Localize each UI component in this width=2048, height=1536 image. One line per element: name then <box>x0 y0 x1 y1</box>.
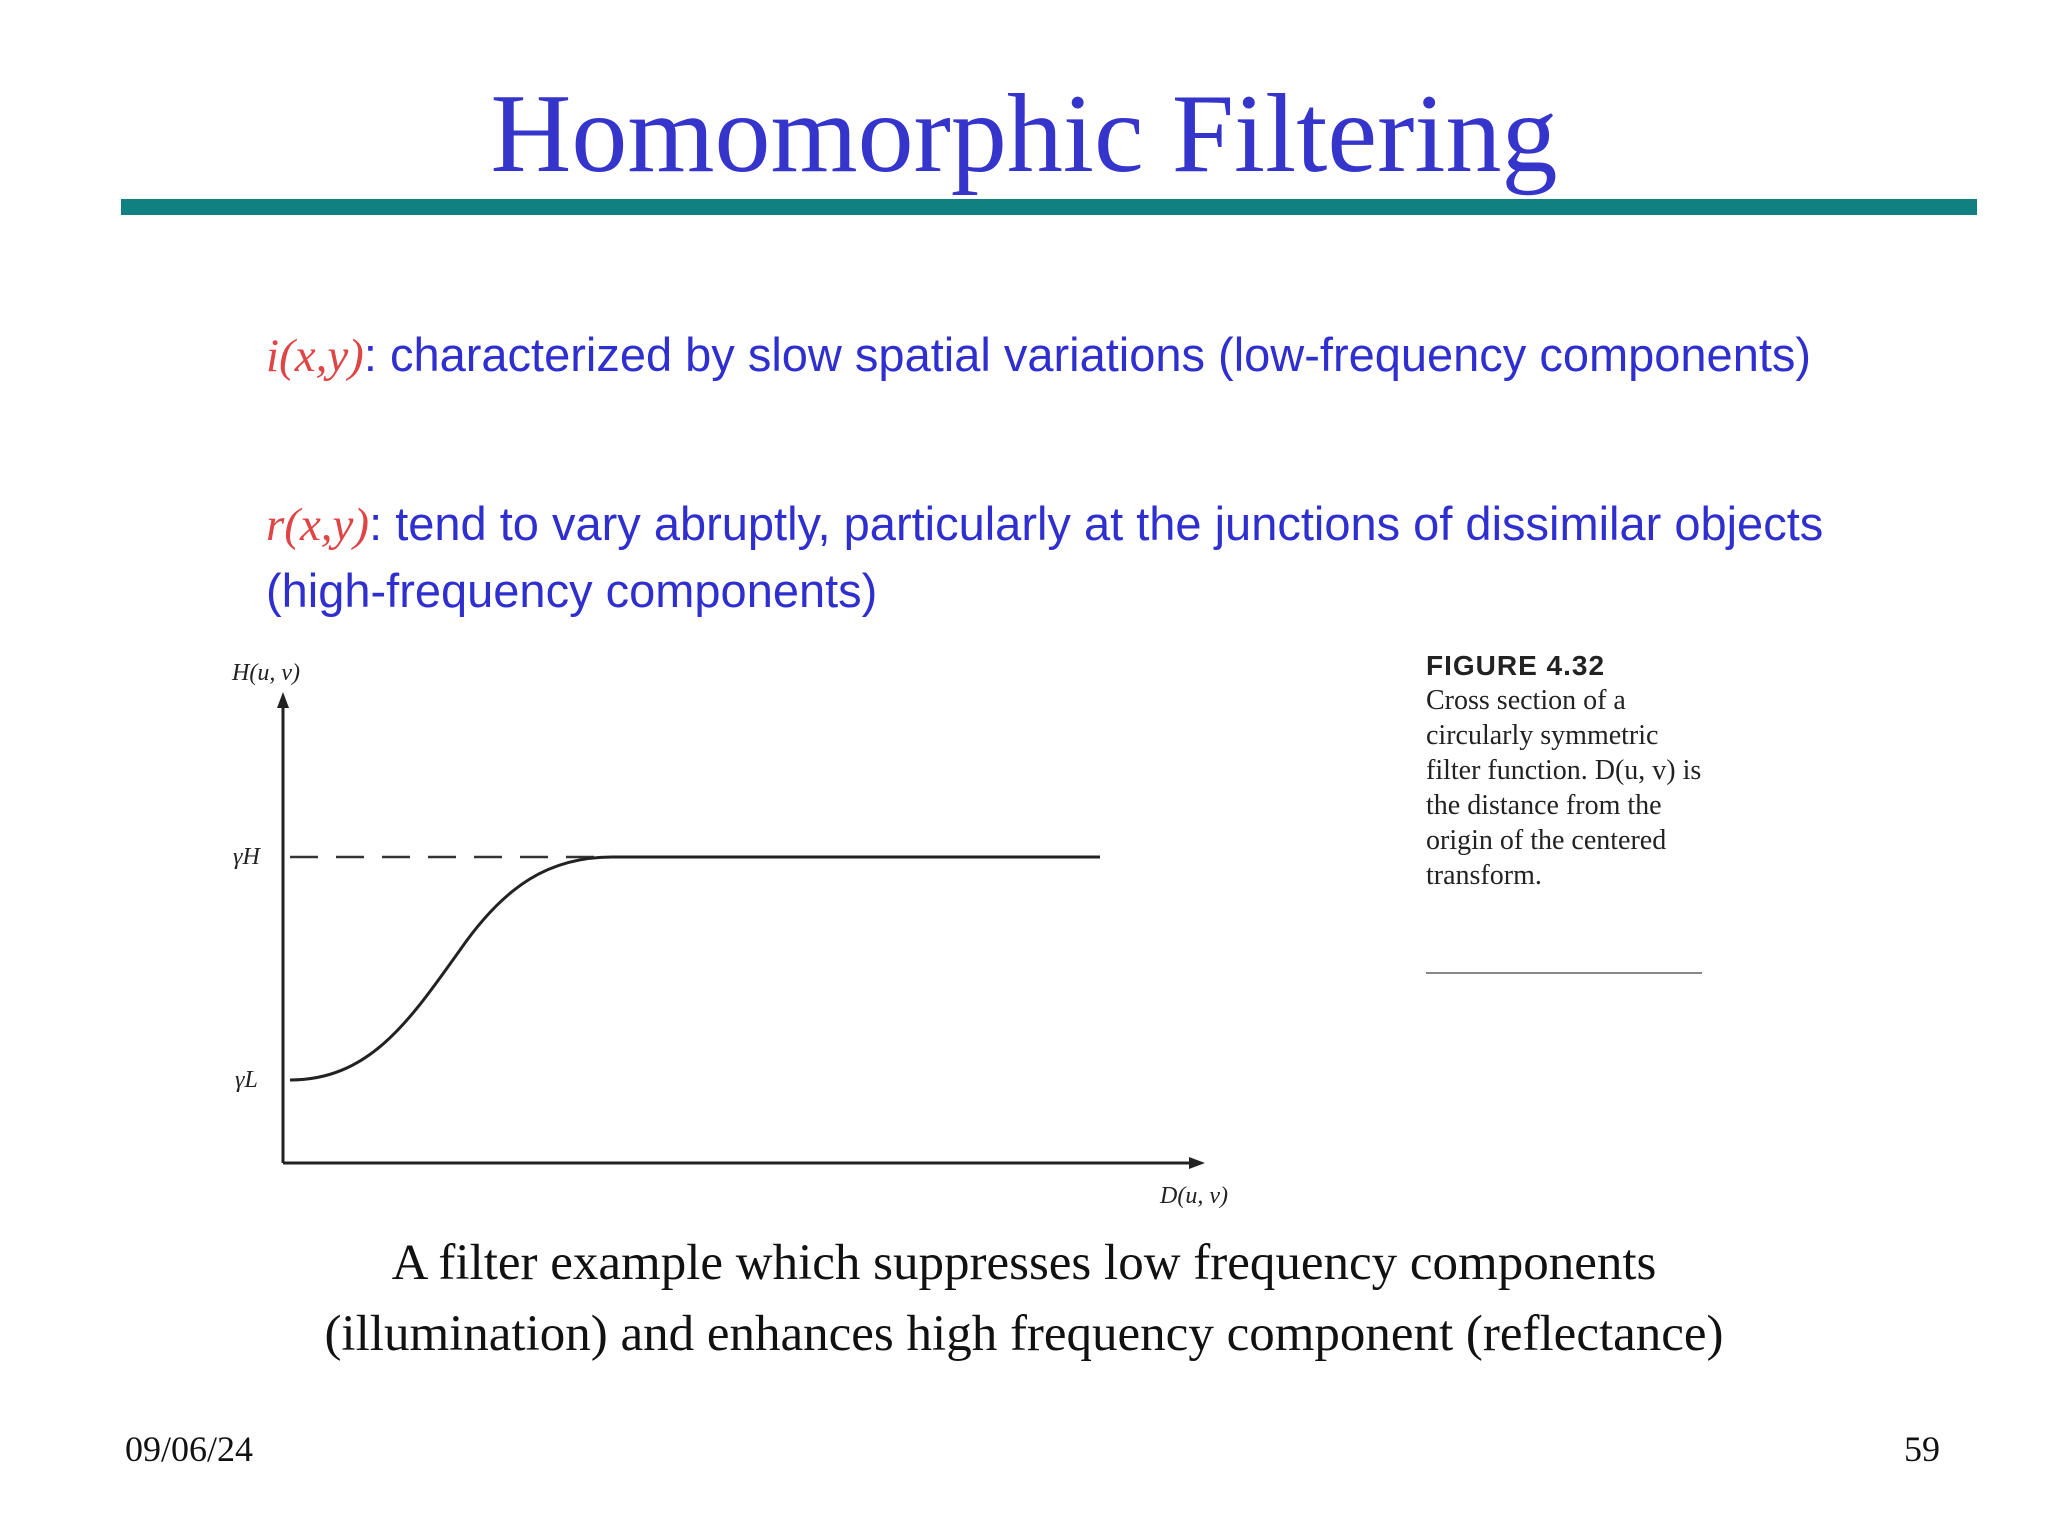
page-number: 59 <box>1904 1429 1940 1469</box>
y-axis-arrow-icon <box>277 692 289 708</box>
figure-caption-text: Cross section of a circularly symmetric filter function. D(u, v) is the distance from the origin of the centered transform. <box>1426 685 1702 891</box>
caption-divider <box>1426 972 1702 974</box>
bullet-text: : tend to vary abruptly, particularly at the junctions of dissimilar objects (high-frequency components) <box>266 497 1824 617</box>
figure-number: FIGURE 4.32 <box>1426 650 1606 681</box>
gamma-low-label: γL <box>235 1067 258 1093</box>
figure-caption <box>1426 648 1716 893</box>
bullet-variable: r(x,y) <box>266 499 370 551</box>
x-axis-label: D(u, v) <box>1160 1183 1228 1209</box>
footer-date: 09/06/24 <box>125 1429 254 1469</box>
slide-title: Homomorphic Filtering <box>490 72 1558 196</box>
x-axis-arrow-icon <box>1189 1157 1205 1169</box>
gamma-high-label: γH <box>233 844 260 870</box>
filter-curve <box>290 857 1100 1080</box>
bullet-text: : characterized by slow spatial variations (low-frequency components) <box>363 328 1812 381</box>
bullet-variable: i(x,y) <box>266 330 364 382</box>
summary-line-1: A filter example which suppresses low frequency components <box>391 1235 1657 1291</box>
y-axis-label: H(u, v) <box>232 660 300 686</box>
summary-line-2: (illumination) and enhances high frequency component (reflectance) <box>324 1306 1724 1362</box>
